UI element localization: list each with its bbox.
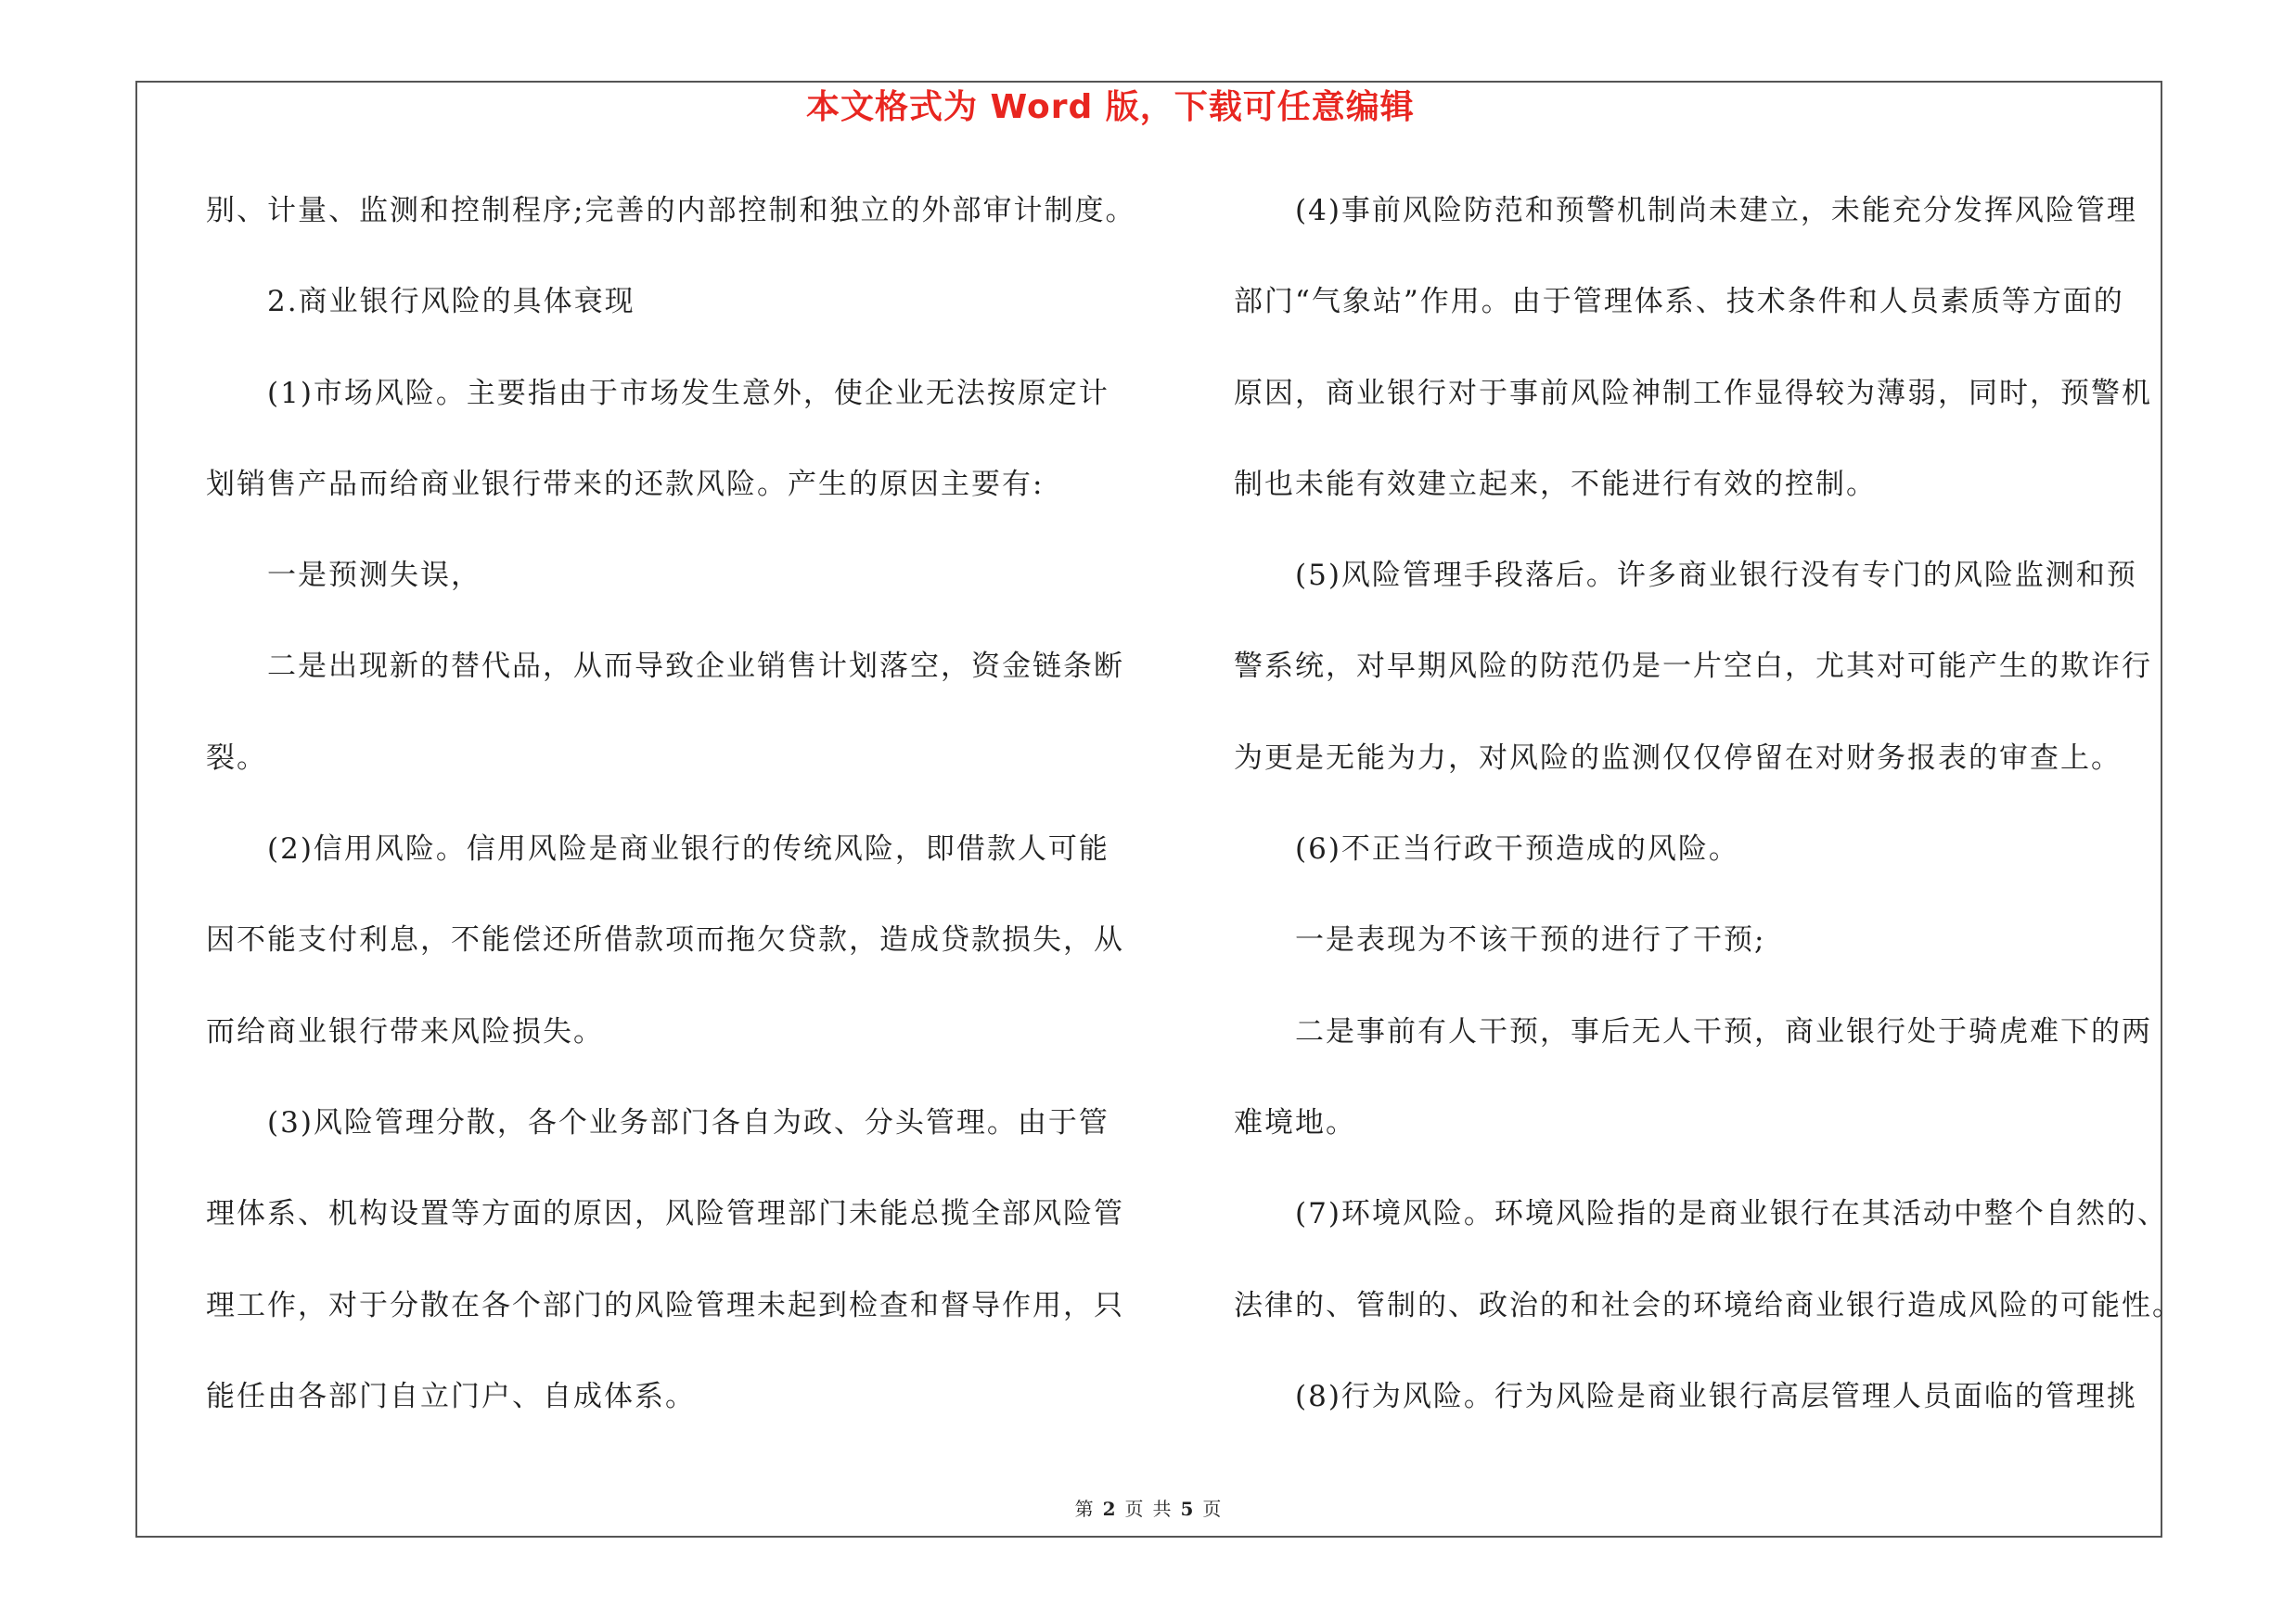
text-line: 二是出现新的替代品，从而导致企业销售计划落空，资金链条断 bbox=[267, 650, 1124, 684]
text-line: (8)行为风险。行为风险是商业银行高层管理人员面临的管理挑 bbox=[1295, 1379, 2137, 1413]
text-line: (4)事前风险防范和预警机制尚未建立，未能充分发挥风险管理 bbox=[1295, 194, 2137, 227]
text-line: 难境地。 bbox=[1234, 1105, 1356, 1140]
current-page-number: 2 bbox=[1102, 1498, 1116, 1520]
format-notice: 本文格式为 Word 版，下载可任意编辑 bbox=[806, 88, 1415, 126]
text-line: 法律的、管制的、政治的和社会的环境给商业银行造成风险的可能性。 bbox=[1234, 1288, 2183, 1322]
text-line: 能任由各部门自立门户、自成体系。 bbox=[206, 1379, 696, 1413]
text-line: 原因，商业银行对于事前风险神制工作显得较为薄弱，同时，预警机 bbox=[1234, 376, 2152, 410]
right-column bbox=[1234, 165, 2199, 1442]
text-line: 而给商业银行带来风险损失。 bbox=[206, 1014, 604, 1049]
text-line: 一是预测失误， bbox=[267, 559, 481, 593]
text-line: 一是表现为不该干预的进行了干预; bbox=[1295, 923, 1766, 958]
text-line: 制也未能有效建立起来，不能进行有效的控制。 bbox=[1234, 467, 1877, 501]
text-line: (3)风险管理分散，各个业务部门各自为政、分头管理。由于管 bbox=[267, 1105, 1110, 1140]
text-line: (2)信用风险。信用风险是商业银行的传统风险，即借款人可能 bbox=[267, 832, 1110, 867]
text-line: (7)环境风险。环境风险指的是商业银行在其活动中整个自然的、 bbox=[1295, 1197, 2168, 1231]
total-word: 共 bbox=[1152, 1498, 1172, 1520]
left-column bbox=[206, 165, 1171, 1442]
page-word: 第 bbox=[1074, 1498, 1094, 1520]
page-number-footer bbox=[0, 1496, 2296, 1522]
text-line: (6)不正当行政干预造成的风险。 bbox=[1295, 832, 1739, 867]
text-line: (5)风险管理手段落后。许多商业银行没有专门的风险监测和预 bbox=[1295, 559, 2137, 593]
total-unit: 页 bbox=[1202, 1498, 1222, 1520]
text-line: 别、计量、监测和控制程序;完善的内部控制和独立的外部审计制度。 bbox=[206, 194, 1136, 227]
text-line: 因不能支付利息，不能偿还所借款项而拖欠贷款，造成贷款损失，从 bbox=[206, 923, 1124, 958]
text-line: 警系统，对早期风险的防范仍是一片空白，尤其对可能产生的欺诈行 bbox=[1234, 650, 2152, 684]
text-line: 二是事前有人干预，事后无人干预，商业银行处于骑虎难下的两 bbox=[1295, 1014, 2152, 1049]
text-line: (1)市场风险。主要指由于市场发生意外，使企业无法按原定计 bbox=[267, 376, 1110, 410]
total-pages-number: 5 bbox=[1180, 1498, 1194, 1520]
page-unit: 页 bbox=[1124, 1498, 1144, 1520]
text-line: 为更是无能为力，对风险的监测仅仅停留在对财务报表的审查上。 bbox=[1234, 741, 2122, 775]
text-line: 理体系、机构设置等方面的原因，风险管理部门未能总揽全部风险管 bbox=[206, 1197, 1124, 1231]
text-line: 理工作，对于分散在各个部门的风险管理未起到检查和督导作用，只 bbox=[206, 1288, 1124, 1322]
text-line: 部门“气象站”作用。由于管理体系、技术条件和人员素质等方面的 bbox=[1234, 285, 2124, 319]
text-line: 裂。 bbox=[206, 741, 267, 775]
text-line: 划销售产品而给商业银行带来的还款风险。产生的原因主要有: bbox=[206, 467, 1045, 501]
section-heading: 2.商业银行风险的具体衰现 bbox=[267, 285, 635, 319]
